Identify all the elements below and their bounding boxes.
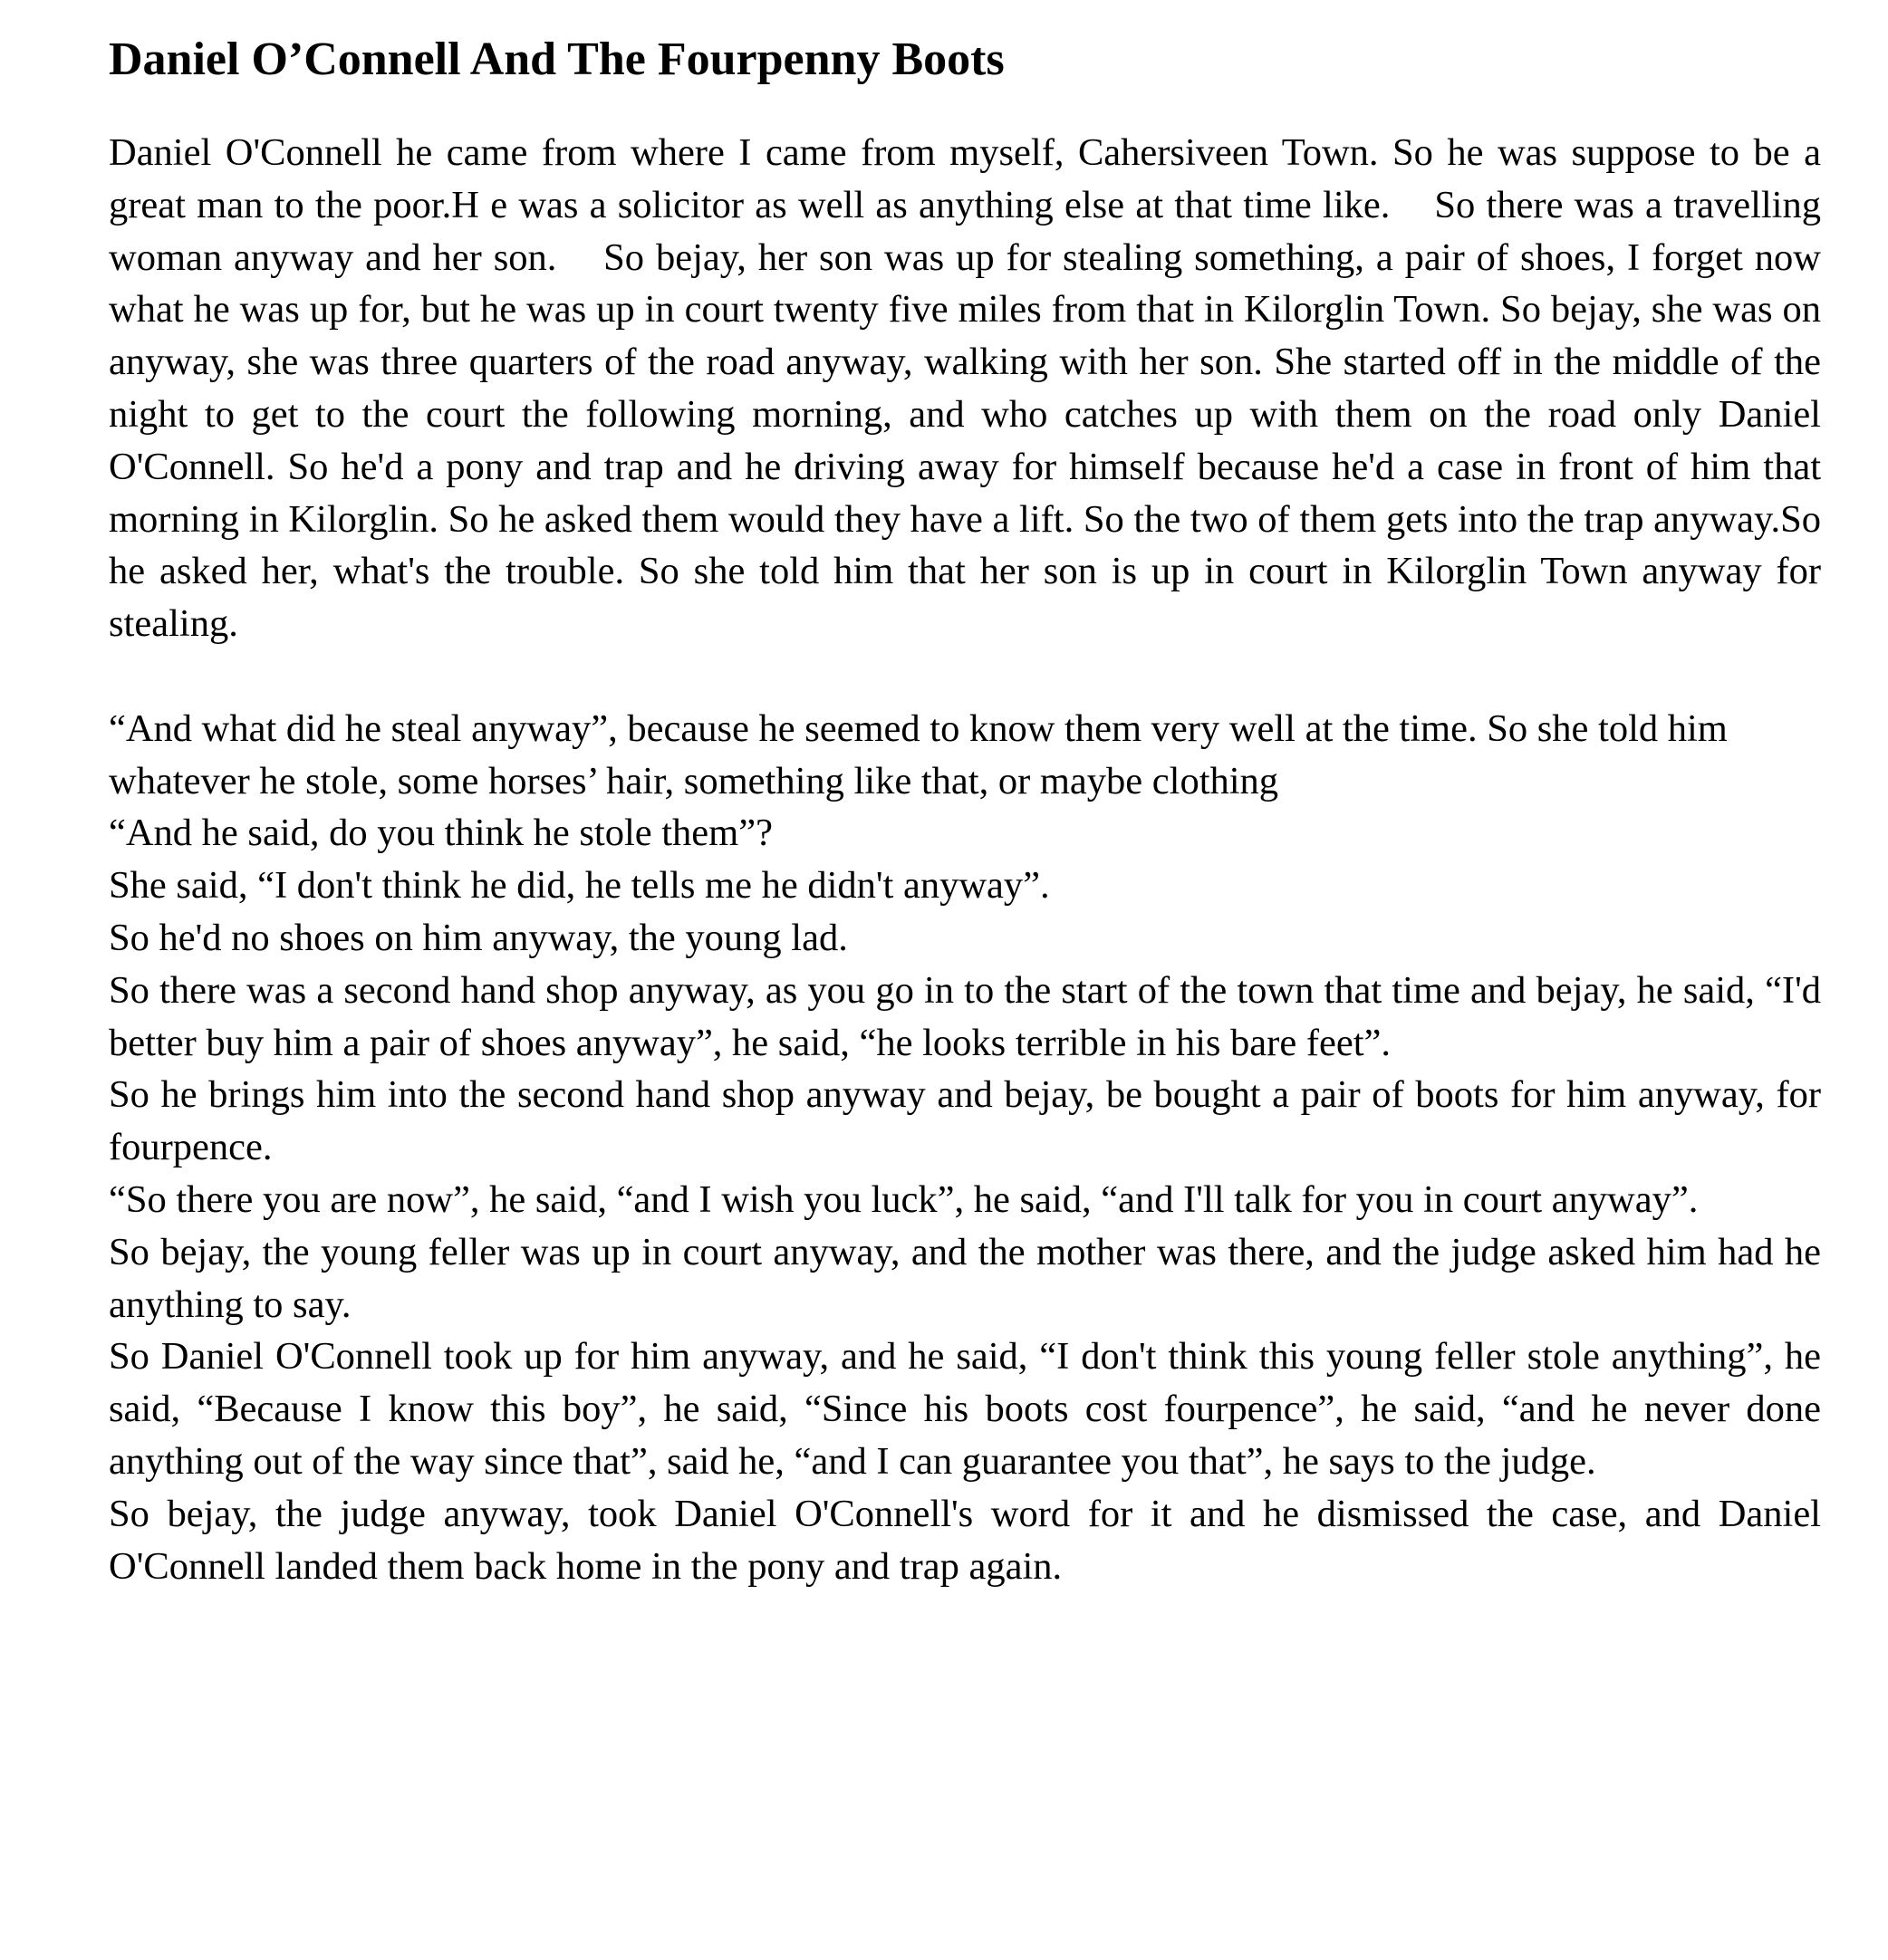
paragraph-took-up-for-him: So Daniel O'Connell took up for him anyway, and he said, “I don't think this young feller stole anything”, he said, “Because I know this boy”, he said, “Since his boots cost fourpence”, he said, “and he never done anything out of the way since that”, said he, “and I can guarantee you that”, he says to the judge. [109, 1335, 1821, 1483]
paragraph-in-court: So bejay, the young feller was up in court anyway, and the mother was there, and the judge asked him had he anything to say. [109, 1230, 1821, 1326]
paragraph-dismissed-case: So bejay, the judge anyway, took Daniel O'Connell's word for it and he dismissed the case, and Daniel O'Connell landed them back home in the pony and trap again. [109, 1492, 1821, 1588]
paragraph-bought-boots: So he brings him into the second hand shop anyway and bejay, be bought a pair of boots for him anyway, for fourpence. [109, 1073, 1821, 1169]
paragraph-intro: Daniel O'Connell he came from where I came from myself, Cahersiveen Town. So he was suppose to be a great man to the poor.H e was a solicitor as well as anything else at that time like. So there was a travelling woman anyway and her son. So bejay, her son was up for stealing something, a pair of shoes, I forget now what he was up for, but he was up in court twenty five miles from that in Kilorglin Town. So bejay, she was on anyway, she was three quarters of the road anyway, walking with her son. She started off in the middle of the night to get to the court the following morning, and who catches up with them on the road only Daniel O'Connell. So he'd a pony and trap and he driving away for himself because he'd a case in front of him that morning in Kilorglin. So he asked them would they have a lift. So the two of them gets into the trap anyway.So he asked her, what's the trouble. So she told him that her son is up in court in Kilorglin Town anyway for stealing. [109, 131, 1831, 646]
paragraph-what-did-he-steal: “And what did he steal anyway”, because he seemed to know them very well at the time. So she told him whatever he stole, some horses’ hair, something like that, or maybe clothing [109, 706, 1728, 802]
paragraph-second-hand-shop: So there was a second hand shop anyway, as you go in to the start of the town that time and bejay, he said, “I'd better buy him a pair of shoes anyway”, he said, “he looks terrible in his bare feet”. [109, 968, 1821, 1064]
paragraph-there-you-are: “So there you are now”, he said, “and I wish you luck”, he said, “and I'll talk for you in court anyway”. [109, 1177, 1699, 1221]
paragraph-she-said: She said, “I don't think he did, he tells me he didn't anyway”. [109, 864, 1050, 908]
document-page [109, 27, 1831, 1592]
paragraph-no-shoes: So he'd no shoes on him anyway, the young lad. [109, 916, 848, 959]
paragraph-do-you-think: “And he said, do you think he stole them”? [109, 812, 773, 855]
document-title: Daniel O’Connell And The Fourpenny Boots [109, 34, 1005, 85]
